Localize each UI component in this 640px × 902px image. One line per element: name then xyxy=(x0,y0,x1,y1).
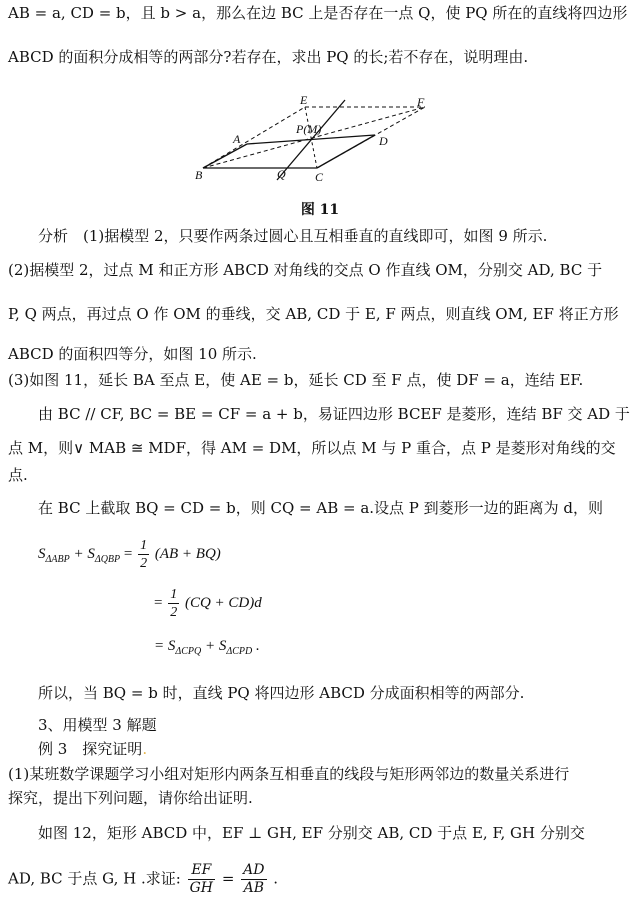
equation-row-3: = $S_{\Delta CPQ} + S_{\Delta CPD}$ . xyxy=(154,638,260,657)
text-line-9: 点 M，则∨ MAB ≅ MDF，得 AM = DM，所以点 M 与 P 重合，点 P 是菱形对角线的交 xyxy=(8,439,616,457)
label-B: B xyxy=(195,168,203,182)
side-BA xyxy=(203,144,247,168)
label-F: F xyxy=(417,95,425,109)
text-line-17: 如图 12，矩形 ABCD 中，EF ⊥ GH, EF 分别交 AB, CD 于点 E, F, GH 分别交 xyxy=(38,824,585,842)
text-line-10: 点. xyxy=(8,466,28,484)
text-line-14: 例 3 探究证明. xyxy=(38,740,148,758)
example-3-label: 例 3 探究证明 xyxy=(38,740,143,758)
label-D: D xyxy=(379,134,388,148)
fraction-ad-ab: $\frac{AD}{AB}$ xyxy=(243,862,265,896)
text-line-7: (3)如图 11，延长 BA 至点 E，使 AE = b，延长 CD 至 F 点，使 DF = a，连结 EF. xyxy=(8,371,584,389)
figure-caption: 图 11 xyxy=(300,202,340,218)
line-BE xyxy=(203,107,305,168)
text-line-8: 由 BC // CF, BC = BE = CF = a + b，易证四边形 BCEF 是菱形，连结 BF 交 AD 于 xyxy=(38,405,630,423)
label-C: C xyxy=(315,170,324,184)
text-line-4: (2)据模型 2，过点 M 和正方形 ABCD 对角线的交点 O 作直线 OM，分别交 AD, BC 于 xyxy=(8,261,603,279)
text-line-6: ABCD 的面积四等分，如图 10 所示. xyxy=(8,345,257,363)
label-E: E xyxy=(300,95,308,107)
side-DC xyxy=(317,135,375,168)
text-line-13: 3、用模型 3 解题 xyxy=(38,716,157,734)
text-line-18: AD, BC 于点 G, H .求证: $\frac{EF}{GH}$ = $\frac{AD}{AB}$ . xyxy=(8,862,279,896)
label-PM: P(M) xyxy=(296,122,322,136)
text-line-16: 探究，提出下列问题，请你给出证明. xyxy=(8,789,253,807)
text-line-2: ABCD 的面积分成相等的两部分?若存在，求出 PQ 的长;若不存在，说明理由. xyxy=(8,48,529,66)
text-line-5: P, Q 两点，再过点 O 作 OM 的垂线，交 AB, CD 于 E, F 两点，则直线 OM, EF 将正方形 xyxy=(8,305,619,323)
label-Q: Q xyxy=(277,167,286,181)
label-A: A xyxy=(233,132,241,146)
text-line-3: 分析 (1)据模型 2，只要作两条过圆心且互相垂直的直线即可，如图 9 所示. xyxy=(38,227,548,245)
line-EC xyxy=(305,107,317,168)
fraction-ef-gh: $\frac{EF}{GH}$ xyxy=(189,862,214,896)
text-line-15: (1)某班数学课题学习小组对矩形内两条互相垂直的线段与矩形两邻边的数量关系进行 xyxy=(8,765,570,783)
equation-row-2: = $\frac{1}{2}$ (CQ + CD)d xyxy=(154,587,262,620)
text-line-1: AB = a, CD = b，且 b > a，那么在边 BC 上是否存在一点 Q，使 PQ 所在的直线将四边形 xyxy=(8,4,628,22)
text-line-12: 所以，当 BQ = b 时，直线 PQ 将四边形 ABCD 分成面积相等的两部分. xyxy=(38,684,525,702)
figure-11-diagram xyxy=(195,95,445,190)
equation-row-1: $S_{\Delta ABP} + S_{\Delta QBP}$ = $\frac{1}{2}$ (AB + BQ) xyxy=(38,538,221,571)
text-line-11: 在 BC 上截取 BQ = CD = b，则 CQ = AB = a.设点 P 到菱形一边的距离为 d，则 xyxy=(38,499,604,517)
prove-statement: AD, BC 于点 G, H .求证: xyxy=(8,869,181,888)
